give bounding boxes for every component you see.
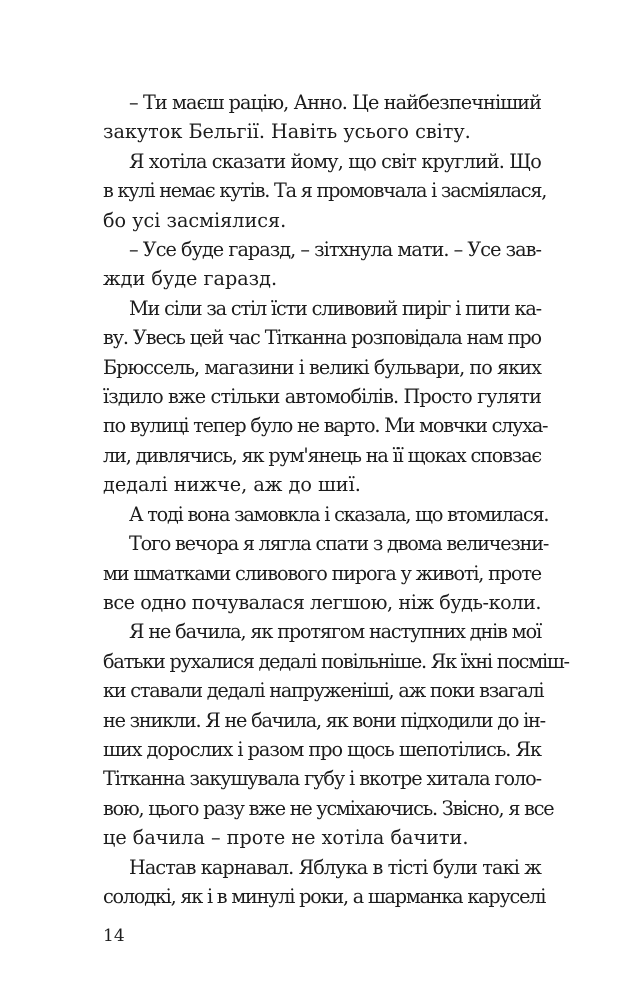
text-line: Я не бачила, як протягом наступних днів мої xyxy=(129,620,541,644)
text-line: це бачила – проте не хотіла бачити. xyxy=(103,826,469,850)
body-text xyxy=(103,88,569,911)
paragraph xyxy=(103,294,548,500)
text-line: Я хотіла сказати йому, що світ круглий. Що xyxy=(129,149,542,173)
text-line: – Ти маєш рацію, Анно. Це найбезпечніший xyxy=(129,91,541,114)
paragraph xyxy=(103,235,541,294)
paragraph xyxy=(103,88,541,147)
text-line: батьки рухалися дедалі повільніше. Як їхні посміш- xyxy=(103,649,569,673)
text-line: по вулиці тепер було не варто. Ми мовчки слуха- xyxy=(103,414,548,438)
text-line: Ми сіли за стіл їсти сливовий пиріг і пити ка- xyxy=(129,296,541,320)
text-line: бо усі засміялися. xyxy=(103,208,287,232)
paragraph xyxy=(103,147,547,235)
text-line: Тітканна закушувала губу і вкотре хитала голо- xyxy=(103,767,542,791)
text-line: – Усе буде гаразд, – зітхнула мати. – Усе зав- xyxy=(129,238,541,262)
text-line: солодкі, як і в минулі роки, а шарманка каруселі xyxy=(103,884,546,908)
text-line: жди буде гаразд. xyxy=(103,267,278,291)
paragraph xyxy=(103,500,549,529)
text-line: ки ставали дедалі напруженіші, аж поки взагалі xyxy=(103,679,544,703)
text-line: дедалі нижче, аж до шиї. xyxy=(103,473,361,497)
paragraph xyxy=(103,529,549,617)
text-line: Настав карнавал. Яблука в тісті були такі ж xyxy=(129,855,541,879)
text-line: закуток Бельгії. Навіть усього світу. xyxy=(103,120,471,144)
text-line: ших дорослих і разом про щось шепотілись. Як xyxy=(103,737,541,761)
text-line: Брюссель, магазини і великі бульвари, по яких xyxy=(103,355,541,379)
text-line: не зникли. Я не бачила, як вони підходили до ін- xyxy=(103,708,545,732)
text-line: ми шматками сливового пирога у животі, проте xyxy=(103,561,542,585)
text-line: все одно почувалася легшою, ніж будь-коли. xyxy=(103,590,541,614)
page-number: 14 xyxy=(103,926,125,946)
text-line: Того вечора я лягла спати з двома величезни- xyxy=(129,532,549,556)
text-line: їздило вже стільки автомобілів. Просто гуляти xyxy=(103,385,542,409)
text-line: ли, дивлячись, як рум'янець на її щоках сповзає xyxy=(103,443,542,467)
text-line: в кулі немає кутів. Та я промовчала і засміялася, xyxy=(103,179,547,203)
text-line: вою, цього разу вже не усміхаючись. Звісно, я все xyxy=(103,796,554,820)
text-line: ву. Увесь цей час Тітканна розповідала нам про xyxy=(103,326,541,350)
text-line: А тоді вона замовкла і сказала, що втомилася. xyxy=(129,502,549,526)
paragraph xyxy=(103,853,546,912)
paragraph xyxy=(103,617,569,852)
